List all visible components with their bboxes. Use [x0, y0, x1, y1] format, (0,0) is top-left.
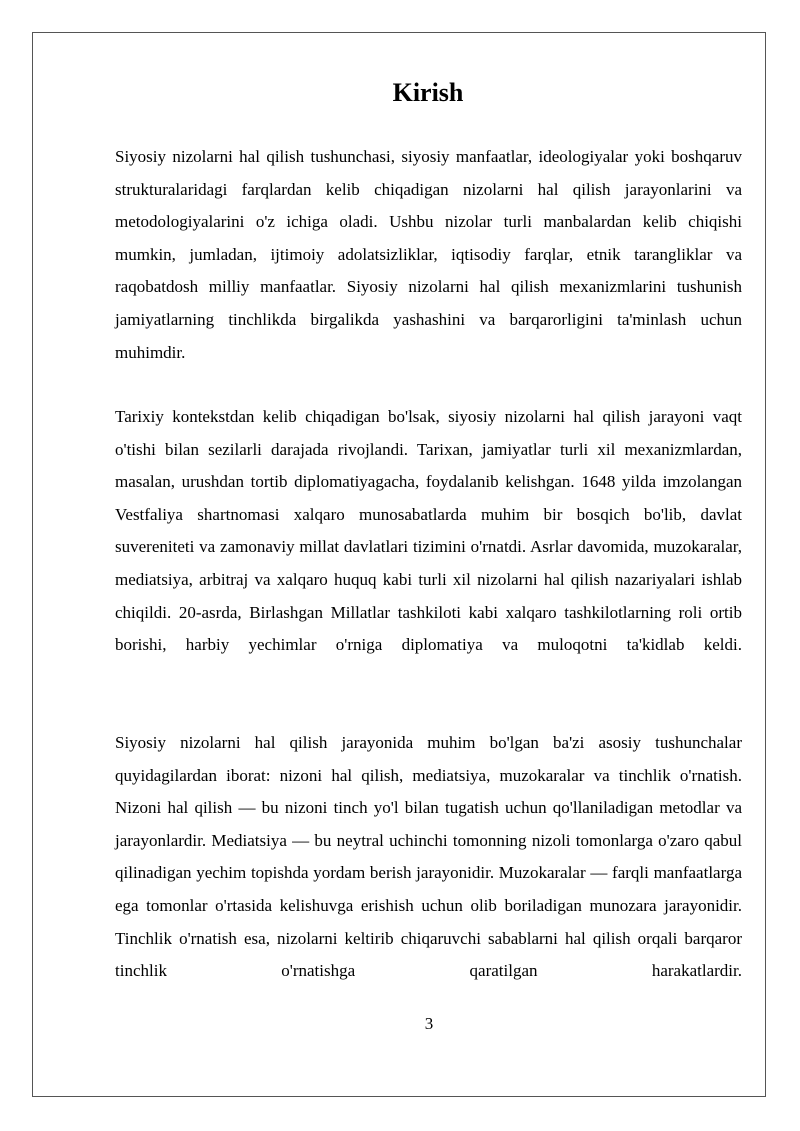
paragraph-key-concepts: Siyosiy nizolarni hal qilish jarayonida muhim bo'lgan ba'zi asosiy tushunchalar quyidagilardan iborat: nizoni hal qilish, mediatsiya, muzokaralar va tinchlik o'rnatish. Nizoni hal qilish — bu nizoni tinch yo'l bilan tugatish uchun qo'llaniladigan metodlar va jarayonlardir. Mediatsiya — bu neytral uchinchi tomonning nizoli tomonlarga o'zaro qabul qilinadigan yechim topishda yordam berish jarayonidir. Muzokaralar — farqli manfaatlarga ega tomonlar o'rtasida kelishuvga erishish uchun olib boriladigan munozara jarayonidir. Tinchlik o'rnatish esa, nizolarni keltirib chiqaruvchi sabablarni hal qilish orqali barqaror tinchlik o'rnatishga qaratilgan harakatlardir.: [115, 733, 742, 981]
paragraph-history: Tarixiy kontekstdan kelib chiqadigan bo'lsak, siyosiy nizolarni hal qilish jarayoni vaqt o'tishi bilan sezilarli darajada rivojlandi. Tarixan, jamiyatlar turli xil mexanizmlardan, masalan, urushdan tortib diplomatiyagacha, foydalanib kelishgan. 1648 yilda imzolangan Vestfaliya shartnomasi xalqaro munosabatlarda muhim bir bosqich bo'lib, davlat suvereniteti va zamonaviy millat davlatlari tizimini o'rnatdi. Asrlar davomida, muzokaralar, mediatsiya, arbitraj va xalqaro huquq kabi turli xil nizolarni hal qilish nazariyalari ishlab chiqildi. 20-asrda, Birlashgan Millatlar tashkiloti kabi xalqaro tashkilotlarning roli ortib borishi, harbiy yechimlar o'rniga diplomatiya va muloqotni ta'kidlab keldi.: [115, 407, 742, 655]
page-number: 3: [424, 1014, 434, 1033]
paragraph-definition: Siyosiy nizolarni hal qilish tushunchasi, siyosiy manfaatlar, ideologiyalar yoki boshqaruv strukturalaridagi farqlardan kelib chiqadigan nizolarni hal qilish jarayonlarini va metodologiyalarini o'z ichiga oladi. Ushbu nizolar turli manbalardan kelib chiqishi mumkin, jumladan, ijtimoiy adolatsizliklar, iqtisodiy farqlar, etnik tarangliklar va raqobatdosh milliy manfaatlar. Siyosiy nizolarni hal qilish mexanizmlarini tushunish jamiyatlarning tinchlikda birgalikda yashashini va barqarorligini ta'minlash uchun muhimdir.: [115, 147, 742, 362]
page-title: Kirish: [392, 78, 464, 107]
